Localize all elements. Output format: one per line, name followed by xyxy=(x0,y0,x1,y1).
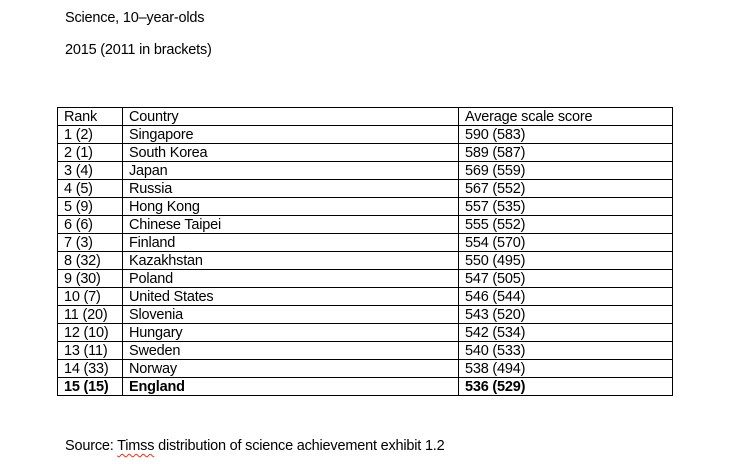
table-row xyxy=(58,180,673,198)
table-header-row xyxy=(58,108,673,126)
score-cell: 547 (505) xyxy=(459,270,673,288)
rank-cell: 1 (2) xyxy=(58,126,123,144)
table-row xyxy=(58,126,673,144)
rank-cell: 8 (32) xyxy=(58,252,123,270)
rank-cell: 12 (10) xyxy=(58,324,123,342)
country-cell: Finland xyxy=(123,234,459,252)
score-cell: 569 (559) xyxy=(459,162,673,180)
table-row xyxy=(58,216,673,234)
rank-cell: 11 (20) xyxy=(58,306,123,324)
table-row xyxy=(58,162,673,180)
country-cell: United States xyxy=(123,288,459,306)
score-cell: 536 (529) xyxy=(459,378,673,396)
score-cell: 550 (495) xyxy=(459,252,673,270)
country-cell: Hungary xyxy=(123,324,459,342)
table-row xyxy=(58,360,673,378)
country-cell: Norway xyxy=(123,360,459,378)
table-row xyxy=(58,234,673,252)
rank-cell: 2 (1) xyxy=(58,144,123,162)
rank-cell: 14 (33) xyxy=(58,360,123,378)
table-row xyxy=(58,252,673,270)
score-cell: 546 (544) xyxy=(459,288,673,306)
score-cell: 589 (587) xyxy=(459,144,673,162)
source-prefix: Source: xyxy=(65,438,118,454)
table-row xyxy=(58,144,673,162)
score-cell: 538 (494) xyxy=(459,360,673,378)
rank-cell: 9 (30) xyxy=(58,270,123,288)
score-cell: 555 (552) xyxy=(459,216,673,234)
country-cell: South Korea xyxy=(123,144,459,162)
source-line xyxy=(65,437,445,455)
table-row xyxy=(58,270,673,288)
rank-cell: 6 (6) xyxy=(58,216,123,234)
table-row xyxy=(58,324,673,342)
source-misspelled-word: Timss xyxy=(117,438,155,454)
country-cell: Chinese Taipei xyxy=(123,216,459,234)
table-row xyxy=(58,198,673,216)
score-table-body xyxy=(58,126,673,396)
rank-cell: 13 (11) xyxy=(58,342,123,360)
score-cell: 557 (535) xyxy=(459,198,673,216)
table-row xyxy=(58,342,673,360)
country-cell: Kazakhstan xyxy=(123,252,459,270)
country-cell: Singapore xyxy=(123,126,459,144)
score-cell: 540 (533) xyxy=(459,342,673,360)
score-cell: 567 (552) xyxy=(459,180,673,198)
score-column-header: Average scale score xyxy=(459,108,673,126)
rank-cell: 5 (9) xyxy=(58,198,123,216)
country-column-header: Country xyxy=(123,108,459,126)
score-cell: 542 (534) xyxy=(459,324,673,342)
science-score-table xyxy=(57,107,673,396)
table-row xyxy=(58,288,673,306)
source-rest: distribution of science achievement exhibit 1.2 xyxy=(154,438,445,454)
country-cell: Poland xyxy=(123,270,459,288)
country-cell: Sweden xyxy=(123,342,459,360)
rank-cell: 10 (7) xyxy=(58,288,123,306)
country-cell: Slovenia xyxy=(123,306,459,324)
score-cell: 543 (520) xyxy=(459,306,673,324)
country-cell: Russia xyxy=(123,180,459,198)
rank-cell: 4 (5) xyxy=(58,180,123,198)
table-row xyxy=(58,306,673,324)
table-row xyxy=(58,378,673,396)
score-cell: 554 (570) xyxy=(459,234,673,252)
document-title-line2: 2015 (2011 in brackets) xyxy=(65,42,212,58)
score-cell: 590 (583) xyxy=(459,126,673,144)
document-title-line1: Science, 10–year-olds xyxy=(65,10,205,26)
rank-cell: 15 (15) xyxy=(58,378,123,396)
rank-cell: 7 (3) xyxy=(58,234,123,252)
rank-column-header: Rank xyxy=(58,108,123,126)
country-cell: Hong Kong xyxy=(123,198,459,216)
country-cell: Japan xyxy=(123,162,459,180)
rank-cell: 3 (4) xyxy=(58,162,123,180)
country-cell: England xyxy=(123,378,459,396)
